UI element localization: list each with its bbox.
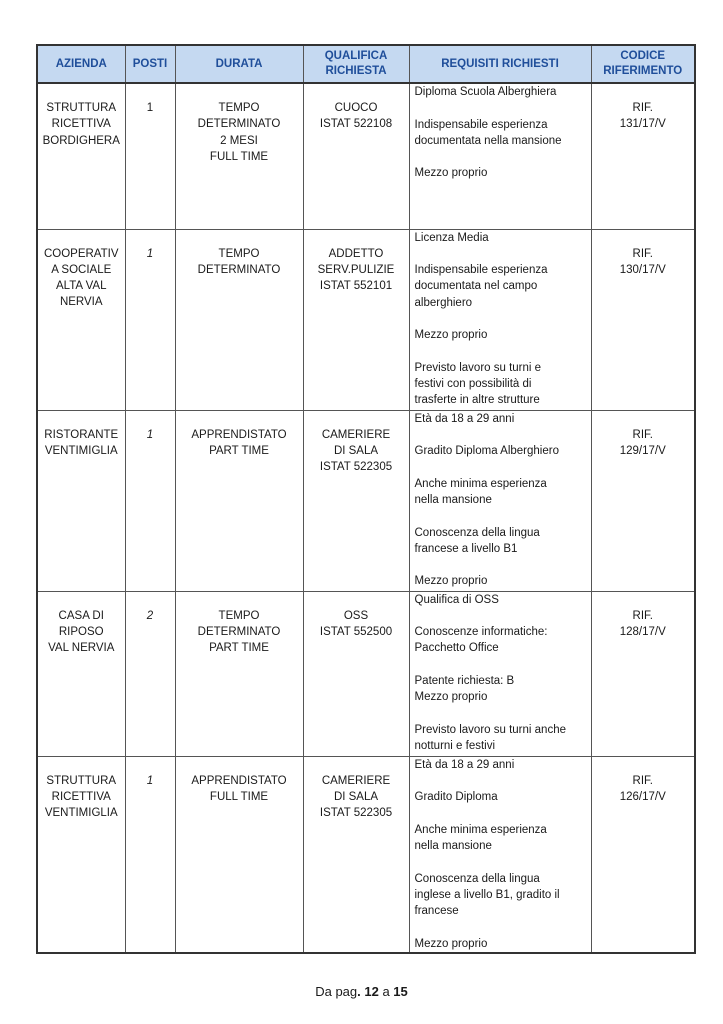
cell-azienda: COOPERATIV A SOCIALE ALTA VAL NERVIA	[37, 229, 125, 410]
requirement-item: Conoscenze informatiche: Pacchetto Office	[414, 626, 548, 655]
cell-requisiti	[409, 83, 591, 229]
requirement-item: Conoscenza della lingua inglese a livello B1, gradito il francese	[414, 872, 560, 918]
cell-qualifica: CUOCO ISTAT 522108	[303, 83, 409, 229]
header-durata: DURATA	[175, 45, 303, 83]
header-codice: CODICE RIFERIMENTO	[591, 45, 695, 83]
cell-codice: RIF. 130/17/V	[591, 229, 695, 410]
cell-posti: 1	[125, 410, 175, 591]
footer-prefix: Da pag	[315, 984, 358, 999]
header-qualifica: QUALIFICA RICHIESTA	[303, 45, 409, 83]
cell-codice: RIF. 131/17/V	[591, 83, 695, 229]
cell-azienda: STRUTTURA RICETTIVA VENTIMIGLIA	[37, 756, 125, 953]
requirement-item: Indispensabile esperienza documentata nel campo alberghiero	[414, 264, 548, 309]
table-row	[37, 83, 695, 229]
cell-qualifica: CAMERIERE DI SALA ISTAT 522305	[303, 410, 409, 591]
table-row	[37, 591, 695, 756]
cell-durata: TEMPO DETERMINATO 2 MESI FULL TIME	[175, 83, 303, 229]
requirement-item: Licenza Media	[414, 231, 489, 244]
requirement-item: Mezzo proprio	[414, 167, 488, 180]
footer-page-from: . 12	[357, 984, 379, 999]
job-offers-table	[36, 44, 696, 954]
table-header-row	[37, 45, 695, 83]
table-row	[37, 229, 695, 410]
table-row	[37, 756, 695, 953]
requirement-item: Indispensabile esperienza documentata nella mansione	[414, 118, 562, 147]
page-footer	[0, 984, 723, 999]
footer-middle: a	[378, 984, 394, 999]
requirement-item: Età da 18 a 29 anni	[414, 758, 515, 771]
cell-posti: 1	[125, 229, 175, 410]
requirement-item: Qualifica di OSS	[414, 593, 499, 606]
requirement-item: Diploma Scuola Alberghiera	[414, 86, 557, 98]
cell-qualifica: CAMERIERE DI SALA ISTAT 522305	[303, 756, 409, 953]
cell-posti: 2	[125, 591, 175, 756]
requirement-item: Gradito Diploma	[414, 791, 498, 804]
table-row	[37, 410, 695, 591]
cell-requisiti	[409, 229, 591, 410]
cell-durata: APPRENDISTATO FULL TIME	[175, 756, 303, 953]
cell-azienda: RISTORANTE VENTIMIGLIA	[37, 410, 125, 591]
requirement-item: Previsto lavoro su turni e festivi con possibilità di trasferte in altre strutture	[414, 361, 542, 407]
cell-requisiti	[409, 756, 591, 953]
cell-azienda: STRUTTURA RICETTIVA BORDIGHERA	[37, 83, 125, 229]
requirement-item: Età da 18 a 29 anni	[414, 412, 515, 425]
cell-posti: 1	[125, 83, 175, 229]
cell-requisiti	[409, 410, 591, 591]
header-requisiti: REQUISITI RICHIESTI	[409, 45, 591, 83]
cell-durata: TEMPO DETERMINATO PART TIME	[175, 591, 303, 756]
requirement-item: Anche minima esperienza nella mansione	[414, 477, 547, 506]
requirement-item: Anche minima esperienza nella mansione	[414, 823, 547, 852]
cell-posti: 1	[125, 756, 175, 953]
cell-qualifica: OSS ISTAT 552500	[303, 591, 409, 756]
cell-qualifica: ADDETTO SERV.PULIZIE ISTAT 552101	[303, 229, 409, 410]
cell-requisiti	[409, 591, 591, 756]
requirement-item: Previsto lavoro su turni anche notturni e festivi	[414, 723, 566, 753]
footer-page-to: 15	[393, 984, 408, 999]
requirement-item: Patente richiesta: B Mezzo proprio	[414, 674, 515, 704]
cell-codice: RIF. 126/17/V	[591, 756, 695, 953]
requirement-item: Mezzo proprio	[414, 575, 488, 588]
cell-codice: RIF. 129/17/V	[591, 410, 695, 591]
requirement-item: Mezzo proprio	[414, 329, 488, 342]
cell-durata: TEMPO DETERMINATO	[175, 229, 303, 410]
cell-durata: APPRENDISTATO PART TIME	[175, 410, 303, 591]
header-azienda: AZIENDA	[37, 45, 125, 83]
requirement-item: Conoscenza della lingua francese a livello B1	[414, 526, 540, 555]
requirement-item: Gradito Diploma Alberghiero	[414, 445, 559, 458]
cell-codice: RIF. 128/17/V	[591, 591, 695, 756]
cell-azienda: CASA DI RIPOSO VAL NERVIA	[37, 591, 125, 756]
requirement-item: Mezzo proprio	[414, 937, 488, 950]
header-posti: POSTI	[125, 45, 175, 83]
